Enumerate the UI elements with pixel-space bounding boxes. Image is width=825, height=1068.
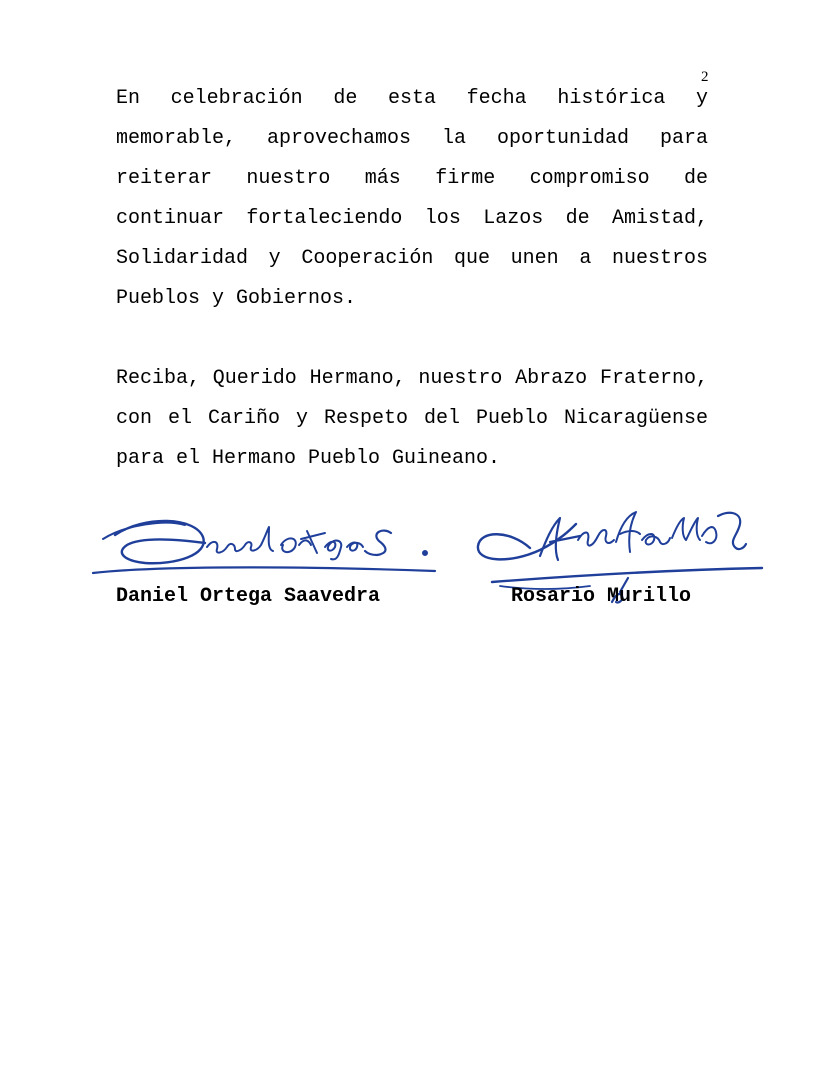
paragraph-greeting <box>116 359 708 479</box>
signer-name-ortega: Daniel Ortega Saavedra <box>116 585 381 608</box>
paragraph-line: continuar fortaleciendo los Lazos de Amistad, <box>116 207 708 230</box>
paragraph-line: En celebración de esta fecha histórica y <box>116 87 708 110</box>
paragraph-line: Solidaridad y Cooperación que unen a nuestros <box>116 247 708 270</box>
paragraph-line: memorable, aprovechamos la oportunidad para <box>116 127 708 150</box>
signer-name-murillo: Rosario Murillo <box>511 585 692 608</box>
paragraph-celebration <box>116 79 708 319</box>
signature-ortega-image <box>85 505 445 585</box>
page-number: 2 <box>701 69 709 85</box>
paragraph-line: con el Cariño y Respeto del Pueblo Nicaragüense <box>116 407 708 430</box>
paragraph-line: para el Hermano Pueblo Guineano. <box>116 447 501 470</box>
paragraph-line: reiterar nuestro más firme compromiso de <box>116 167 708 190</box>
paragraph-line: Pueblos y Gobiernos. <box>116 287 357 310</box>
paragraph-line: Reciba, Querido Hermano, nuestro Abrazo Fraterno, <box>116 367 708 390</box>
